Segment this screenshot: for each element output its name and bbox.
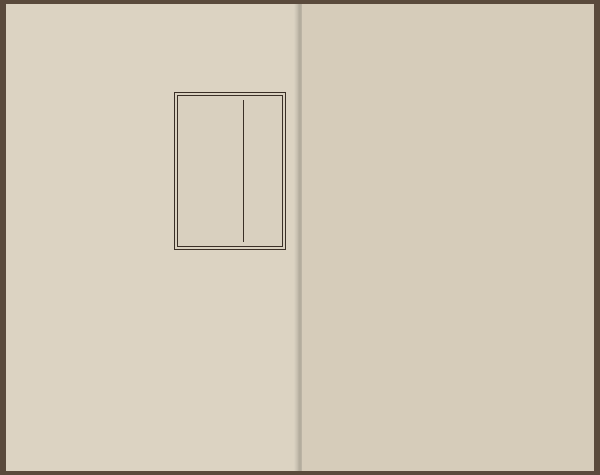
advertisement-body — [182, 102, 248, 240]
left-page-body-text — [16, 48, 166, 423]
advertisement-inner-frame — [177, 95, 283, 247]
advertisement-box — [174, 92, 286, 250]
left-page — [6, 4, 298, 471]
right-page-body-text — [312, 48, 576, 423]
right-page — [302, 4, 594, 471]
book-spread — [6, 4, 594, 471]
